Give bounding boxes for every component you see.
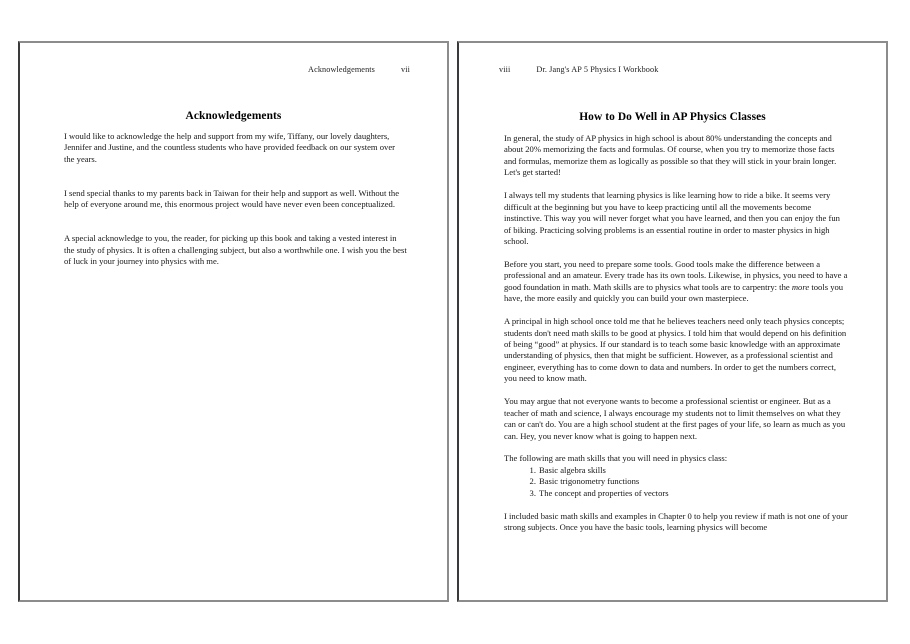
page-number-right: viii [499, 65, 511, 74]
paragraph-acknowledgements-2: I send special thanks to my parents back in Taiwan for their help and support as well. Without the help of everyone around me, this enormous project would have never even been conceptualized. [64, 187, 400, 210]
page-right-content [459, 43, 886, 600]
paragraph-math-skills-intro: The following are math skills that you will need in physics class: [504, 453, 728, 464]
running-head-right-title: Dr. Jang's AP 5 Physics I Workbook [536, 65, 659, 74]
section-title-how-to-do-well: How to Do Well in AP Physics Classes [579, 111, 766, 123]
list-item [504, 488, 849, 499]
body-column-left [64, 131, 407, 268]
running-head-right [499, 64, 658, 75]
list-item-number: 2. [529, 476, 536, 487]
paragraph-prepare-tools [504, 259, 849, 305]
list-item-label: Basic trigonometry functions [539, 476, 640, 487]
page-right-recto [457, 41, 888, 602]
list-item-label: The concept and properties of vectors [539, 487, 669, 498]
page-left-content [20, 43, 447, 600]
paragraph-prepare-tools-part2: tools you have, the more easily and quickly you can build your own masterpiece. [504, 281, 844, 304]
list-item-number: 1. [529, 464, 536, 475]
list-item [504, 476, 849, 487]
list-item-number: 3. [529, 487, 536, 498]
section-title-acknowledgements: Acknowledgements [185, 110, 282, 122]
page-left-verso [18, 41, 449, 602]
paragraph-acknowledgements-3: A special acknowledge to you, the reader, for picking up this book and taking a vested interest in the study of physics. It is often a challenging subject, but also a worthwhile one. I wish you the best of luck in your journey into physics with me. [64, 233, 407, 267]
paragraph-in-general: In general, the study of AP physics in high school is about 80% understanding the concepts and about 20% memorizing the facts and formulas. Of course, when you try to memorize those facts and formulas, memorize them as logically as possible so that they will stick in your brain longer. Let's get started! [504, 133, 837, 178]
paragraph-chapter-zero: I included basic math skills and examples in Chapter 0 to help you review if math is not one of your strong subjects. Once you have the basic tools, learning physics will become [504, 510, 848, 533]
list-item [504, 465, 849, 476]
body-column-right [504, 133, 849, 533]
paragraph-ride-a-bike: I always tell my students that learning physics is like learning how to ride a bike. It seems very difficult at the beginning but you have to keep practicing until all the movements become instinctive. This way you will never forget what you have learned, and then you can enjoy the fun of biking. Practicing solving problems is an essential routine in order to master physics in high school. [504, 190, 840, 247]
list-item-label: Basic algebra skills [539, 464, 606, 475]
paragraph-prepare-tools-part1: Before you start, you need to prepare some tools. Good tools make the difference between a professional and an amateur. Every trade has its own tools. Likewise, in physics, you need to have a good foundation in math. Math skills are to physics what tools are to carpentry: the [504, 258, 848, 292]
paragraph-principal: A principal in high school once told me that he believes teachers need only teach physics concepts; students don't need math skills to be good at physics. I told him that would depend on his definition of being “good” at physics. If our standard is to teach some basic knowledge with an approximate understanding of physics, then that might be sufficient. However, as a professional scientist and engineer, everything has to come down to data and numbers. In order to get the numbers correct, you need to know math. [504, 316, 847, 384]
math-skills-list [504, 465, 849, 499]
running-head-left-title: Acknowledgements [308, 65, 375, 74]
paragraph-acknowledgements-1: I would like to acknowledge the help and support from my wife, Tiffany, our lovely daughters, Jennifer and Justine, and the countless students who have provided feedback on our system over the years. [64, 131, 396, 164]
page-number-left: vii [400, 65, 410, 74]
paragraph-you-may-argue: You may argue that not everyone wants to become a professional scientist or engineer. But as a teacher of math and science, I always encourage my students not to limit themselves on what they can or can't do. You are a high school student at the first pages of your life, so learn as much as you can. Hey, you never know what is going to happen next. [504, 396, 846, 441]
running-head-left [308, 64, 410, 75]
emphasis-more: more [791, 281, 810, 292]
